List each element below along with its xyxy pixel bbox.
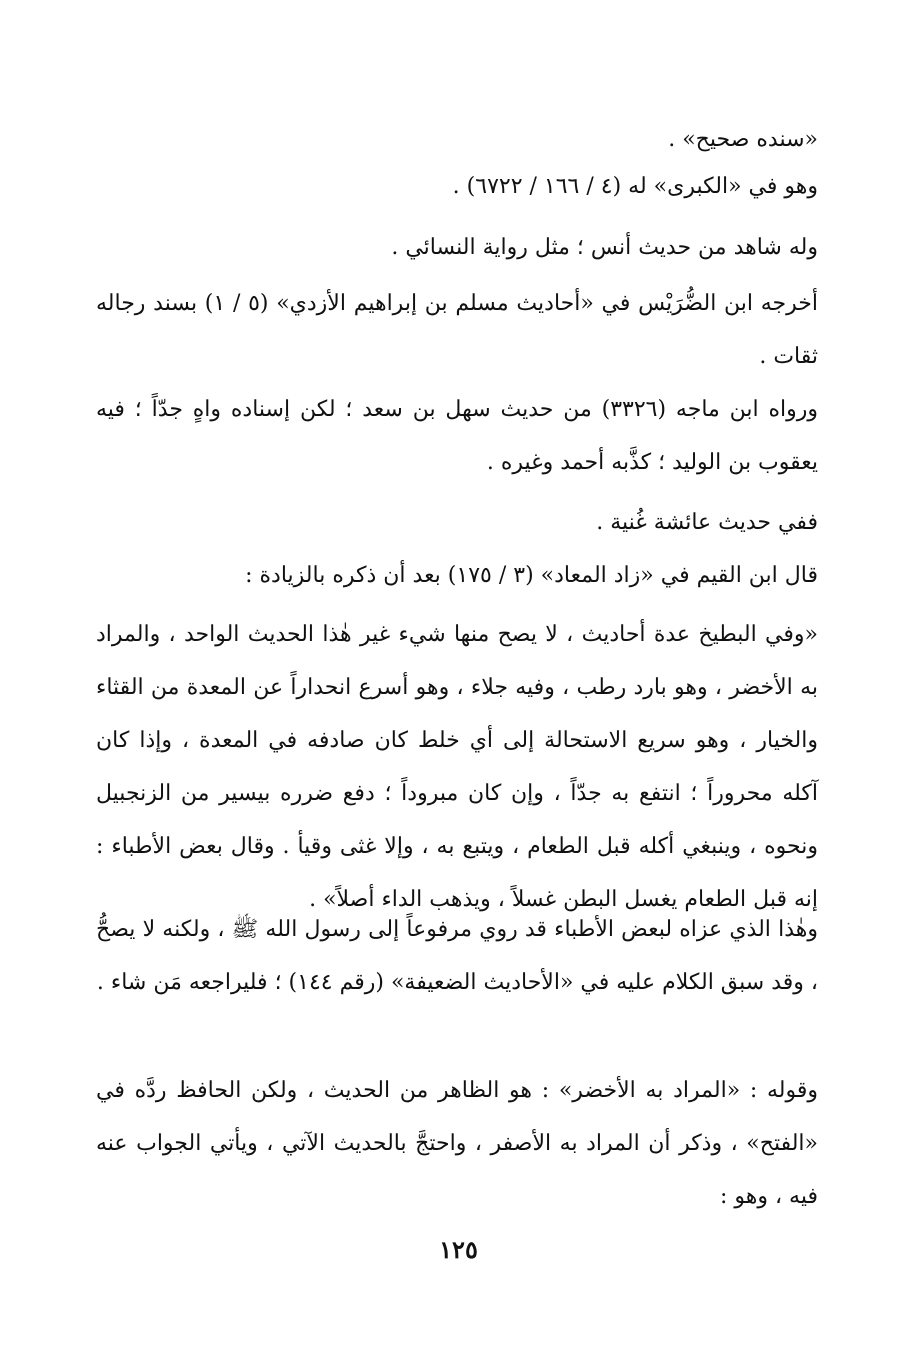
paragraph-ibn-durays: أخرجه ابن الضُّرَيْس في «أحاديث مسلم بن إبراهيم الأزدي» (٥ / ١) بسند رجاله ثقات . [96,291,818,369]
paragraph-sanad-sahih: «سنده صحيح» . [668,127,818,152]
paragraph-ibn-qayyim-intro: قال ابن القيم في «زاد المعاد» (٣ / ١٧٥) بعد أن ذكره بالزيادة : [245,563,818,588]
page-number: ١٢٥ [439,1235,478,1264]
paragraph-anas-witness: وله شاهد من حديث أنس ؛ مثل رواية النسائي . [391,235,818,260]
paragraph-kubra-reference: وهو في «الكبرى» له (٤ / ١٦٦ / ٦٧٢٢) . [452,174,818,199]
paragraph-aisha-hadith: ففي حديث عائشة غُنية . [596,510,818,535]
paragraph-ibn-majah: ورواه ابن ماجه (٣٣٢٦) من حديث سهل بن سعد ؛ لكن إسناده واهٍ جدّاً ؛ فيه يعقوب بن الوليد ؛ كذَّبه أحمد وغيره . [96,397,819,475]
paragraph-green-meaning: وقوله : «المراد به الأخضر» : هو الظاهر من الحديث ، ولكن الحافظ ردَّه في «الفتح» ، وذكر أن المراد به الأصفر ، واحتجَّ بالحديث الآتي ، ويأتي الجواب عنه فيه ، وهو : [96,1078,818,1209]
paragraph-attribution-note: وهٰذا الذي عزاه لبعض الأطباء قد روي مرفوعاً إلى رسول الله ﷺ ، ولكنه لا يصحُّ ، وقد سبق الكلام عليه في «الأحاديث الضعيفة» (رقم ١٤٤) ؛ فليراجعه مَن شاء . [96,917,818,995]
paragraph-zad-quote: «وفي البطيخ عدة أحاديث ، لا يصح منها شيء غير هٰذا الحديث الواحد ، والمراد به الأخضر ، وهو بارد رطب ، وفيه جلاء ، وهو أسرع انحداراً عن المعدة من القثاء والخيار ، وهو سريع الاستحالة إلى أي خلط كان صادفه في المعدة ، وإذا كان آكله محروراً ؛ انتفع به جدّاً ، وإن كان مبروداً ؛ دفع ضرره بيسير من الزنجبيل ونحوه ، وينبغي أكله قبل الطعام ، ويتبع به ، وإلا غثى وقيأ . وقال بعض الأطباء : إنه قبل الطعام يغسل البطن غسلاً ، ويذهب الداء أصلاً» . [96,622,818,912]
